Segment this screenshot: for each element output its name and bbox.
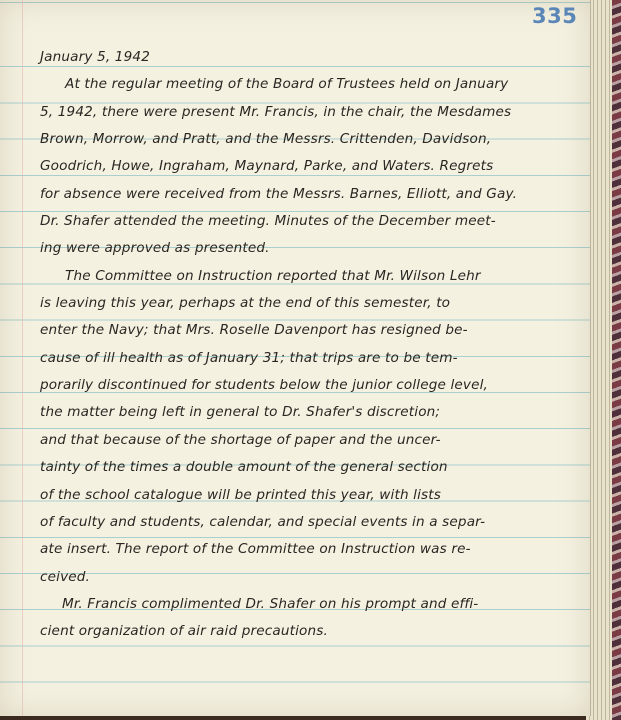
text-line: of faculty and students, calendar, and special events in a separ- — [40, 513, 486, 530]
text-line: ate insert. The report of the Committee on Instruction was re- — [40, 541, 471, 558]
page-number: 335 — [532, 4, 578, 28]
text-line: tainty of the times a double amount of the general section — [40, 459, 448, 476]
text-line: ing were approved as presented. — [40, 240, 270, 257]
text-line: Dr. Shafer attended the meeting. Minutes of the December meet- — [40, 213, 496, 230]
text-line: Mr. Francis complimented Dr. Shafer on his prompt and effi- — [62, 595, 479, 612]
text-line: cause of ill health as of January 31; that trips are to be tem- — [40, 349, 458, 366]
text-line: 5, 1942, there were present Mr. Francis, in the chair, the Mesdames — [40, 103, 512, 120]
text-line: is leaving this year, perhaps at the end of this semester, to — [40, 295, 451, 312]
text-line: of the school catalogue will be printed this year, with lists — [40, 486, 441, 503]
margin-line — [22, 0, 23, 716]
text-line: Goodrich, Howe, Ingraham, Maynard, Parke, and Waters. Regrets — [40, 158, 494, 175]
text-line: the matter being left in general to Dr. Shafer's discretion; — [40, 404, 441, 421]
text-line: Brown, Morrow, and Pratt, and the Messrs. Crittenden, Davidson, — [40, 131, 492, 148]
marbled-edge — [611, 0, 621, 720]
text-line: porarily discontinued for students below the junior college level, — [40, 377, 489, 394]
text-line: for absence were received from the Messrs. Barnes, Elliott, and Gay. — [40, 185, 518, 202]
text-line: cient organization of air raid precautions. — [40, 623, 328, 640]
minutes-text — [40, 44, 570, 646]
text-line: and that because of the shortage of paper and the uncer- — [40, 431, 441, 448]
date-heading: January 5, 1942 — [40, 49, 150, 65]
text-line: The Committee on Instruction reported that Mr. Wilson Lehr — [65, 267, 481, 284]
text-line: enter the Navy; that Mrs. Roselle Davenport has resigned be- — [40, 322, 468, 339]
text-line: ceived. — [40, 568, 91, 585]
text-line: At the regular meeting of the Board of Trustees held on January — [65, 76, 509, 93]
